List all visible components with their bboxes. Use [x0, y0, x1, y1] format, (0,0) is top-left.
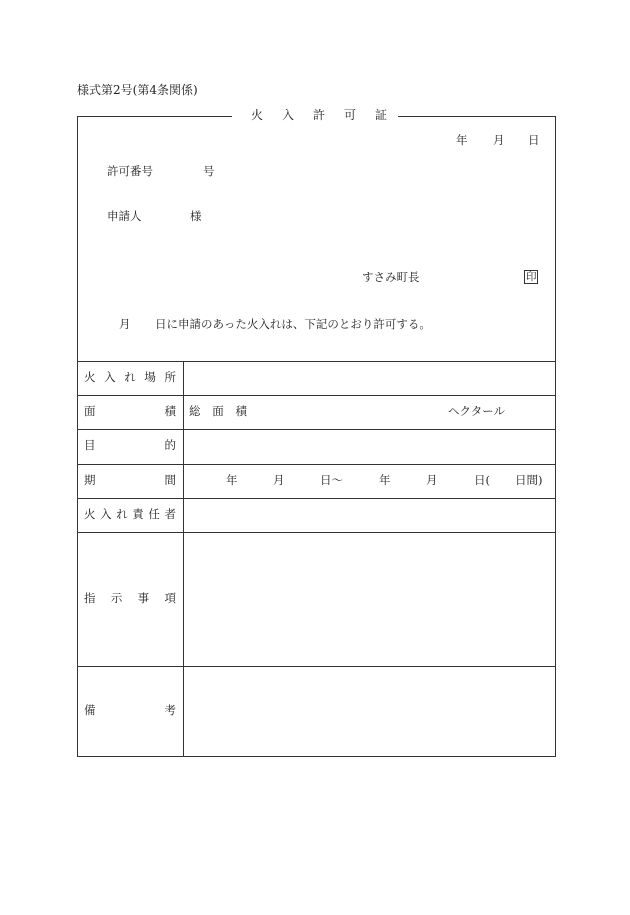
permit-number-label: 許可番号	[107, 164, 153, 178]
label-char: 責	[132, 507, 144, 521]
period-end-year: 年	[379, 473, 391, 487]
date-month-label: 月	[493, 133, 505, 147]
responsible-person-label	[84, 509, 176, 521]
total-area-label	[189, 406, 247, 418]
label-char: 間	[164, 473, 176, 487]
row-divider	[77, 464, 556, 465]
label-char: 者	[164, 507, 176, 521]
label-char: 事	[137, 591, 150, 605]
label-char: 備	[84, 703, 96, 717]
label-char: 入	[104, 370, 116, 384]
period-start-year: 年	[226, 473, 238, 487]
purpose-label	[84, 440, 176, 452]
label-char: 入	[100, 507, 112, 521]
label-char: 示	[110, 591, 123, 605]
label-char: 積	[235, 404, 247, 418]
permit-number-suffix: 号	[203, 164, 215, 178]
row-divider	[77, 395, 556, 396]
seal-stamp	[524, 270, 538, 284]
issuer-name: すさみ町長	[362, 270, 420, 284]
row-divider	[77, 532, 556, 533]
table-top-rule	[77, 361, 556, 362]
permit-statement: 日に申請のあった火入れは、下記のとおり許可する。	[155, 317, 431, 331]
period-end-day: 日(	[474, 473, 490, 487]
label-char: れ	[124, 370, 136, 384]
label-char: 火	[84, 507, 96, 521]
label-char: 考	[164, 703, 176, 717]
seal-character: 印	[526, 271, 537, 283]
period-start-day: 日〜	[320, 473, 343, 487]
label-char: 項	[164, 591, 176, 605]
label-char: 面	[84, 404, 96, 418]
period-duration-days: 日間)	[515, 473, 543, 487]
location-label	[84, 372, 176, 384]
remarks-label	[84, 705, 176, 717]
label-char: 積	[164, 404, 176, 418]
label-char: 的	[164, 438, 176, 452]
row-divider	[77, 666, 556, 667]
form-reference: 様式第2号(第4条関係)	[77, 83, 198, 97]
document-title: 火入許可証	[251, 108, 407, 122]
date-day-label: 日	[528, 133, 540, 147]
label-char: 火	[84, 370, 96, 384]
instructions-label	[84, 593, 176, 605]
label-char: 場	[144, 370, 156, 384]
row-divider	[77, 429, 556, 430]
body-month-label: 月	[119, 317, 131, 331]
date-year-label: 年	[456, 133, 468, 147]
label-char: れ	[116, 507, 128, 521]
permit-frame	[77, 116, 556, 757]
label-char: 期	[84, 473, 96, 487]
hectare-unit: ヘクタール	[448, 404, 506, 418]
label-char: 任	[148, 507, 160, 521]
label-char: 指	[84, 591, 96, 605]
period-label	[84, 475, 176, 487]
period-start-month: 月	[273, 473, 285, 487]
period-end-month: 月	[426, 473, 438, 487]
label-char: 面	[212, 404, 224, 418]
applicant-label: 申請人	[107, 209, 142, 223]
label-char: 所	[164, 370, 176, 384]
area-label	[84, 406, 176, 418]
applicant-honorific: 様	[190, 209, 202, 223]
label-char: 総	[189, 404, 201, 418]
row-divider	[77, 498, 556, 499]
column-divider	[183, 361, 184, 756]
label-char: 目	[84, 438, 96, 452]
